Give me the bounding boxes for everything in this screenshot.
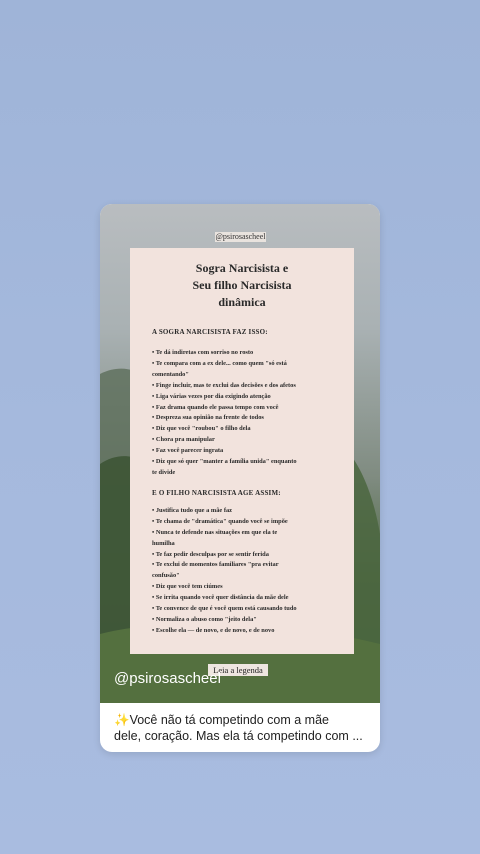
list-item: • Finge incluir, mas te exclui das decisões e dos afetos [152, 381, 296, 389]
list-item: • Diz que só quer "manter a família unida" enquanto [152, 458, 297, 466]
list-item: te divide [152, 468, 176, 476]
list-item: • Diz que você "roubou" o filho dela [152, 425, 251, 433]
text-card [130, 248, 354, 654]
list-item: • Despreza sua opinião na frente de todos [152, 414, 264, 422]
author-handle[interactable]: @psirosascheel [114, 670, 221, 687]
list-item: comentando" [152, 370, 189, 378]
list-item: humilha [152, 539, 175, 547]
list-item: • Te convence de que é você quem está causando tudo [152, 605, 297, 613]
list-item: • Diz que você tem ciúmes [152, 583, 223, 591]
list-item: • Nunca te defende nas situações em que ela te [152, 528, 278, 536]
caption-line-1: ✨Você não tá competindo com a mãe [114, 713, 329, 727]
post-caption[interactable] [114, 712, 370, 744]
title-line-2: Seu filho Narcisista [192, 278, 292, 292]
list-item: • Te faz pedir desculpas por se sentir ferida [152, 550, 269, 558]
list-item: • Faz drama quando ele passa tempo com você [152, 403, 279, 411]
section-heading-sogra: A SOGRA NARCISISTA FAZ ISSO: [152, 328, 268, 336]
list-item: • Chora pra manipular [152, 436, 215, 444]
caption-line-2: dele, coração. Mas ela tá competindo com ... [114, 729, 363, 743]
list-item: • Te compara com a ex dele... como quem "só está [152, 359, 287, 367]
list-item: • Justifica tudo que a mãe faz [152, 506, 232, 514]
title-line-3: dinâmica [218, 295, 266, 309]
list-item: • Te chama de "dramática" quando você se impõe [152, 517, 288, 525]
title-line-1: Sogra Narcisista e [195, 261, 289, 275]
list-item: • Te dá indiretas com sorriso no rosto [152, 349, 254, 356]
list-item: • Normaliza o abuso como "jeito dela" [152, 615, 257, 623]
post-image[interactable] [100, 204, 380, 703]
list-item: confusão" [152, 572, 180, 580]
list-item: • Faz você parecer ingrata [152, 447, 224, 455]
post-card[interactable] [100, 204, 380, 752]
list-filho [152, 506, 340, 637]
list-item: • Te exclui de momentos familiares "pra evitar [152, 561, 279, 569]
list-item: • Se irrita quando você quer distância da mãe dele [152, 594, 289, 602]
section-heading-filho: E O FILHO NARCISISTA AGE ASSIM: [152, 488, 281, 497]
post-title [130, 260, 354, 311]
watermark-handle: @psirosascheel [215, 232, 266, 241]
list-item: • Liga várias vezes por dia exigindo atenção [152, 392, 271, 400]
list-sogra [152, 348, 340, 479]
read-caption-label: Leia a legenda [208, 664, 268, 676]
list-item: • Escolhe ela — de novo, e de novo, e de novo [152, 626, 275, 634]
